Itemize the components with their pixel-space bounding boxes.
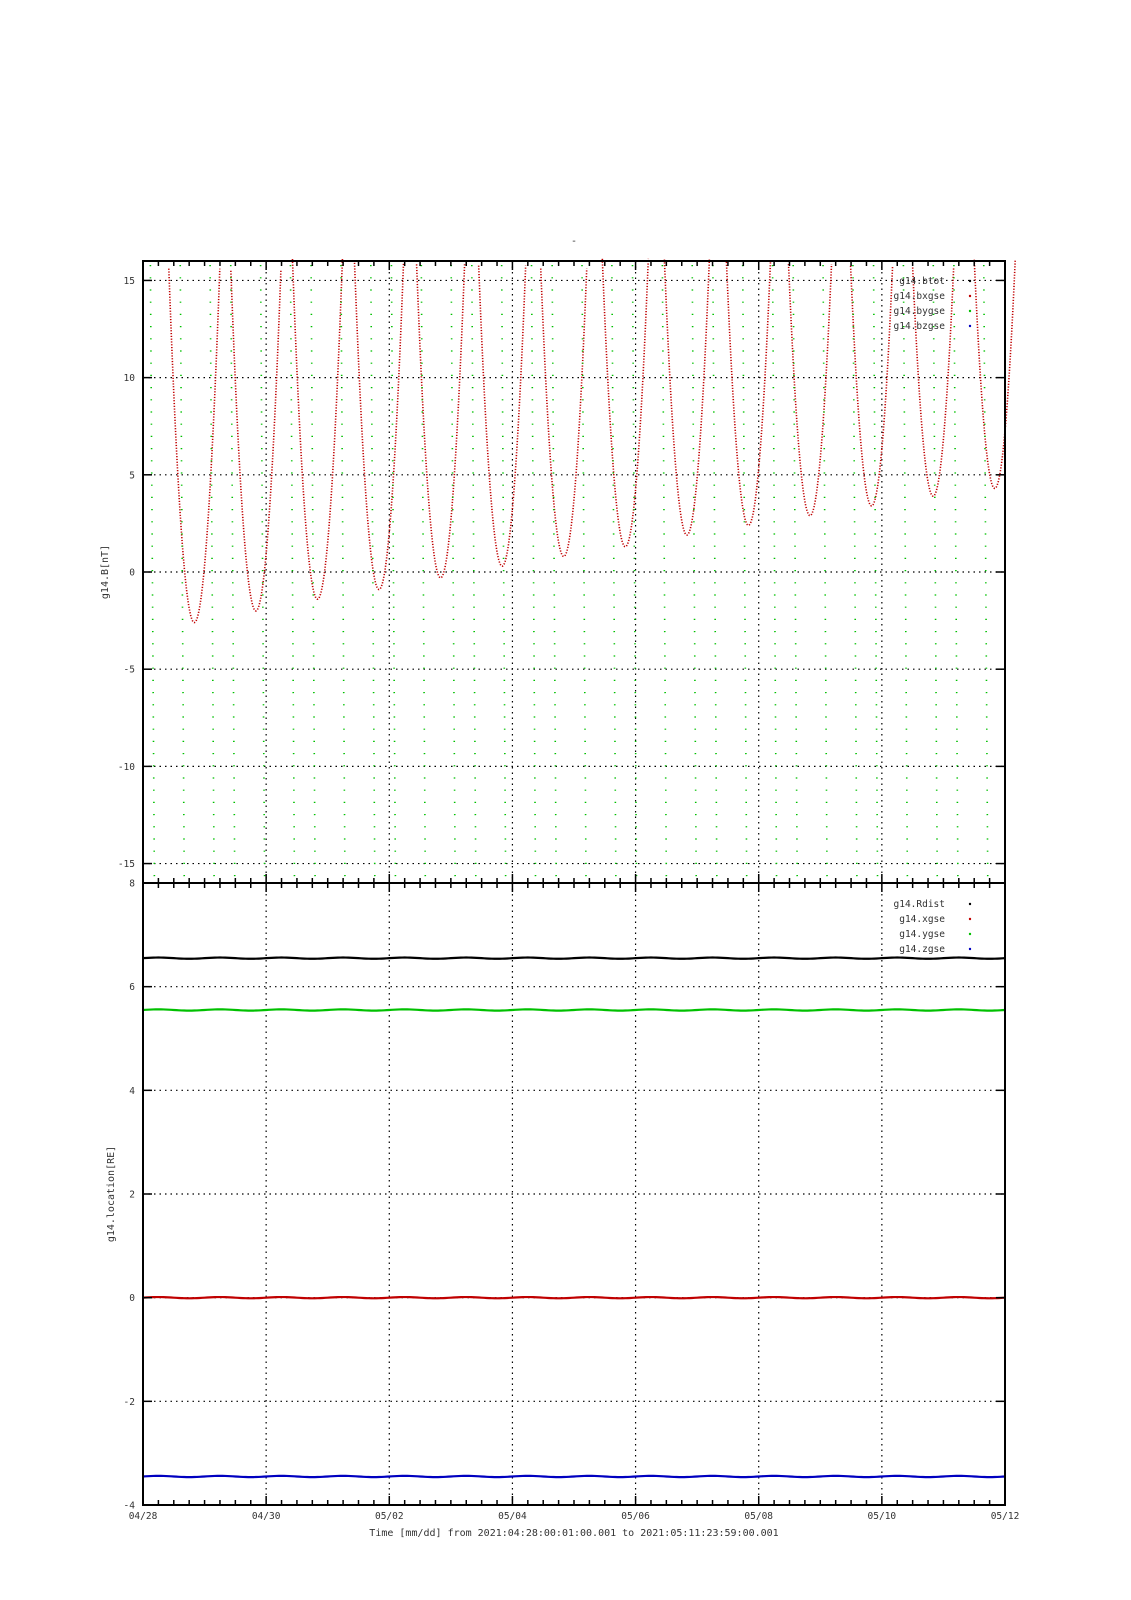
panel1-series	[150, 259, 1015, 879]
x-tick-label: 04/30	[251, 1511, 281, 1522]
bxgse-dip	[789, 264, 832, 516]
panel1-y-tick-label: 5	[129, 470, 135, 482]
legend-marker	[969, 280, 971, 282]
panel2-y-tick-label: -4	[123, 1500, 135, 1512]
bygse-dots	[903, 265, 907, 879]
bxgse-dip	[417, 264, 465, 577]
panel1-y-tick-label: -10	[117, 761, 135, 773]
panel1-y-tick-label: 10	[123, 373, 135, 385]
panel2-series	[143, 958, 1005, 1478]
legend-label: g14.ygse	[899, 929, 945, 940]
bxgse-dip	[664, 260, 709, 536]
location-series-line	[143, 1476, 1005, 1477]
x-axis-label: Time [mm/dd] from 2021:04:28:00:01:00.001 to 2021:05:11:23:59:00.001	[369, 1528, 779, 1539]
x-tick-label: 05/08	[744, 1511, 774, 1522]
x-tick-label: 05/06	[621, 1511, 650, 1522]
legend-marker	[969, 903, 971, 905]
legend-marker	[969, 310, 971, 312]
panel-location	[106, 879, 1005, 1512]
panel2-grid	[143, 883, 1005, 1505]
location-series-line	[143, 1009, 1005, 1010]
bxgse-dip	[292, 259, 342, 599]
bygse-dots	[612, 265, 616, 879]
panel-magnetic-field	[100, 259, 1015, 883]
bxgse-dip	[541, 269, 587, 557]
bygse-dots	[502, 265, 506, 879]
panel2-y-tick-label: 4	[129, 1085, 135, 1097]
panel1-y-tick-label: -5	[123, 664, 135, 676]
bxgse-dip	[602, 259, 648, 547]
panel1-y-tick-label: 15	[123, 275, 135, 287]
panel2-y-tick-label: 6	[129, 982, 135, 994]
location-series-line	[143, 1297, 1005, 1298]
legend-marker	[969, 933, 971, 935]
panel2-y-tick-label: 0	[129, 1293, 135, 1305]
legend-label: g14.zgse	[899, 944, 945, 955]
bygse-dots	[793, 265, 797, 879]
x-tick-label: 04/28	[128, 1511, 158, 1522]
bxgse-dip	[479, 266, 526, 567]
panel2-legend	[894, 899, 972, 955]
panel2-y-tick-label: -2	[123, 1396, 135, 1408]
legend-marker	[969, 948, 971, 950]
legend-label: g14.bygse	[893, 306, 945, 317]
panel1-ylabel: g14.B[nT]	[100, 544, 111, 600]
x-tick-label: 05/02	[374, 1511, 404, 1522]
bxgse-dip	[231, 271, 281, 611]
legend-label: g14.Rdist	[893, 899, 945, 910]
panel1-legend	[894, 276, 972, 332]
bxgse-dip	[974, 260, 1015, 489]
x-tick-label: 05/04	[498, 1511, 527, 1522]
bxgse-dip	[169, 269, 220, 623]
legend-label: g14.xgse	[899, 914, 945, 925]
legend-marker	[969, 325, 971, 327]
bxgse-dip	[355, 263, 404, 590]
legend-marker	[969, 295, 971, 297]
panel2-ylabel: g14.location[RE]	[106, 1145, 117, 1243]
panel1-y-tick-label: 0	[129, 567, 135, 579]
bxgse-dip	[851, 266, 893, 506]
x-tick-label: 05/10	[867, 1511, 897, 1522]
panel2-y-tick-label: 2	[129, 1189, 135, 1201]
panel2-y-tick-label: 8	[129, 878, 135, 890]
location-series-line	[143, 958, 1005, 959]
panel1-grid	[143, 261, 1005, 883]
panel2-ticks	[124, 879, 1005, 1512]
bygse-dots	[210, 265, 214, 879]
legend-label: g14.btot	[899, 276, 945, 287]
bygse-dots	[391, 265, 395, 879]
x-tick-label: 05/12	[990, 1511, 1020, 1522]
bxgse-dip	[726, 262, 770, 525]
x-tick-labels	[129, 1511, 1020, 1522]
legend-marker	[969, 918, 971, 920]
legend-label: g14.bzgse	[893, 321, 945, 332]
legend-label: g14.bxgse	[893, 291, 945, 302]
panel1-y-tick-label: -15	[117, 859, 135, 871]
figure-title: -	[570, 236, 578, 247]
